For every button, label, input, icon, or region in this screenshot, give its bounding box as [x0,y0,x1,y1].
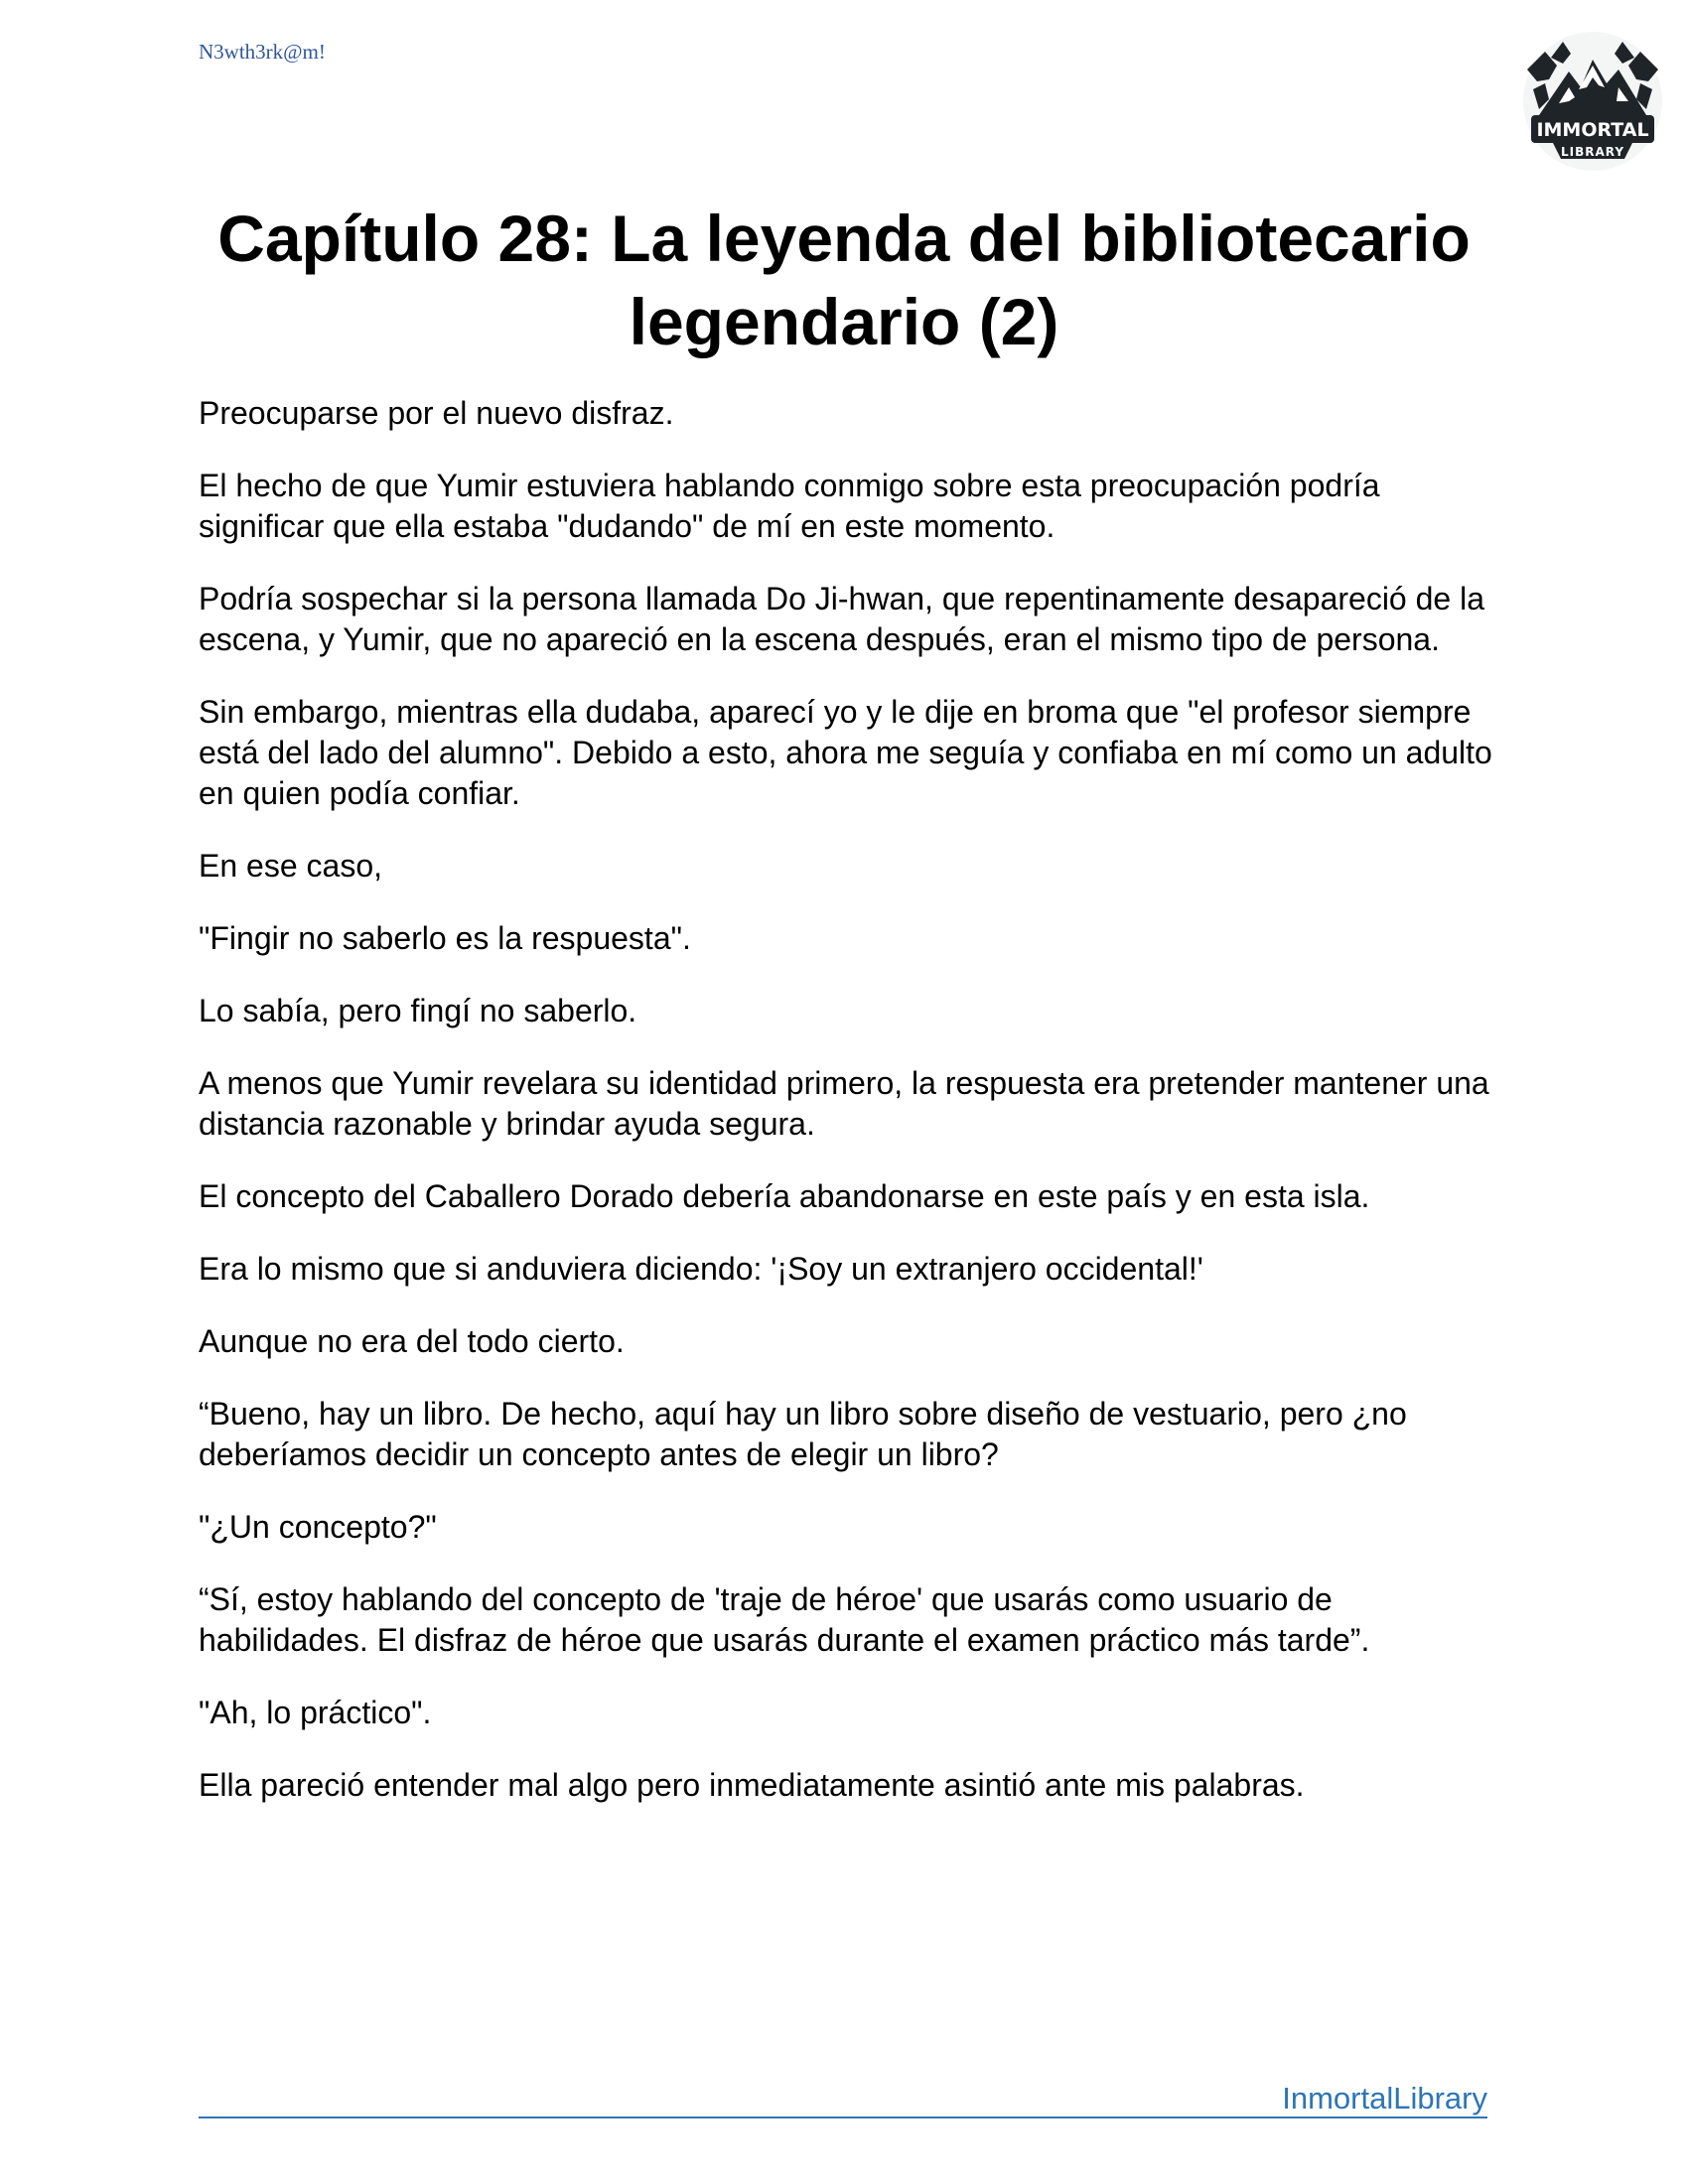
paragraph: Lo sabía, pero fingí no saberlo. [199,993,637,1028]
paragraph: Sin embargo, mientras ella dudaba, aparecí yo y le dije en broma que "el profesor siempre está del lado del alumno". Debido a esto, ahora me seguía y confiaba en mí como un adulto en quien podía confiar. [199,694,1492,811]
paragraph: A menos que Yumir revelara su identidad primero, la respuesta era pretender mantener una distancia razonable y brindar ayuda segura. [199,1065,1489,1142]
chapter-title: Capítulo 28: La leyenda del bibliotecario legendario (2) [217,202,1471,358]
paragraph: “Sí, estoy hablando del concepto de 'traje de héroe' que usarás como usuario de habilidades. El disfraz de héroe que usarás durante el examen práctico más tarde”. [199,1581,1370,1658]
paragraph: En ese caso, [199,848,382,884]
logo-line-2: LIBRARY [1560,145,1625,159]
chapter-body [199,393,1499,1838]
paragraph: Preocuparse por el nuevo disfraz. [199,395,674,431]
paragraph: "Ah, lo práctico". [199,1695,432,1730]
paragraph: "Fingir no saberlo es la respuesta". [199,920,691,956]
watermark-text: N3wth3rk@m! [199,40,326,64]
paragraph: Podría sospechar si la persona llamada Do Ji-hwan, que repentinamente desapareció de la escena, y Yumir, que no apareció en la escena después, eran el mismo tipo de persona. [199,581,1484,657]
paragraph: Aunque no era del todo cierto. [199,1323,625,1359]
paragraph: Era lo mismo que si anduviera diciendo: '¡Soy un extranjero occidental!' [199,1251,1203,1287]
paragraph: "¿Un concepto?" [199,1509,437,1545]
footer-link-inmortal-library[interactable]: InmortalLibrary [1282,2081,1487,2116]
logo-line-1: IMMORTAL [1536,119,1649,141]
paragraph: El concepto del Caballero Dorado debería abandonarse en este país y en esta isla. [199,1178,1370,1214]
paragraph: Ella pareció entender mal algo pero inmediatamente asintió ante mis palabras. [199,1767,1305,1803]
paragraph: El hecho de que Yumir estuviera hablando conmigo sobre esta preocupación podría significar que ella estaba "dudando" de mí en este momento. [199,468,1380,544]
paragraph: “Bueno, hay un libro. De hecho, aquí hay un libro sobre diseño de vestuario, pero ¿no deberíamos decidir un concepto antes de elegir un libro? [199,1396,1407,1472]
footer-divider [199,2116,1487,2118]
immortal-library-logo [1519,30,1666,174]
